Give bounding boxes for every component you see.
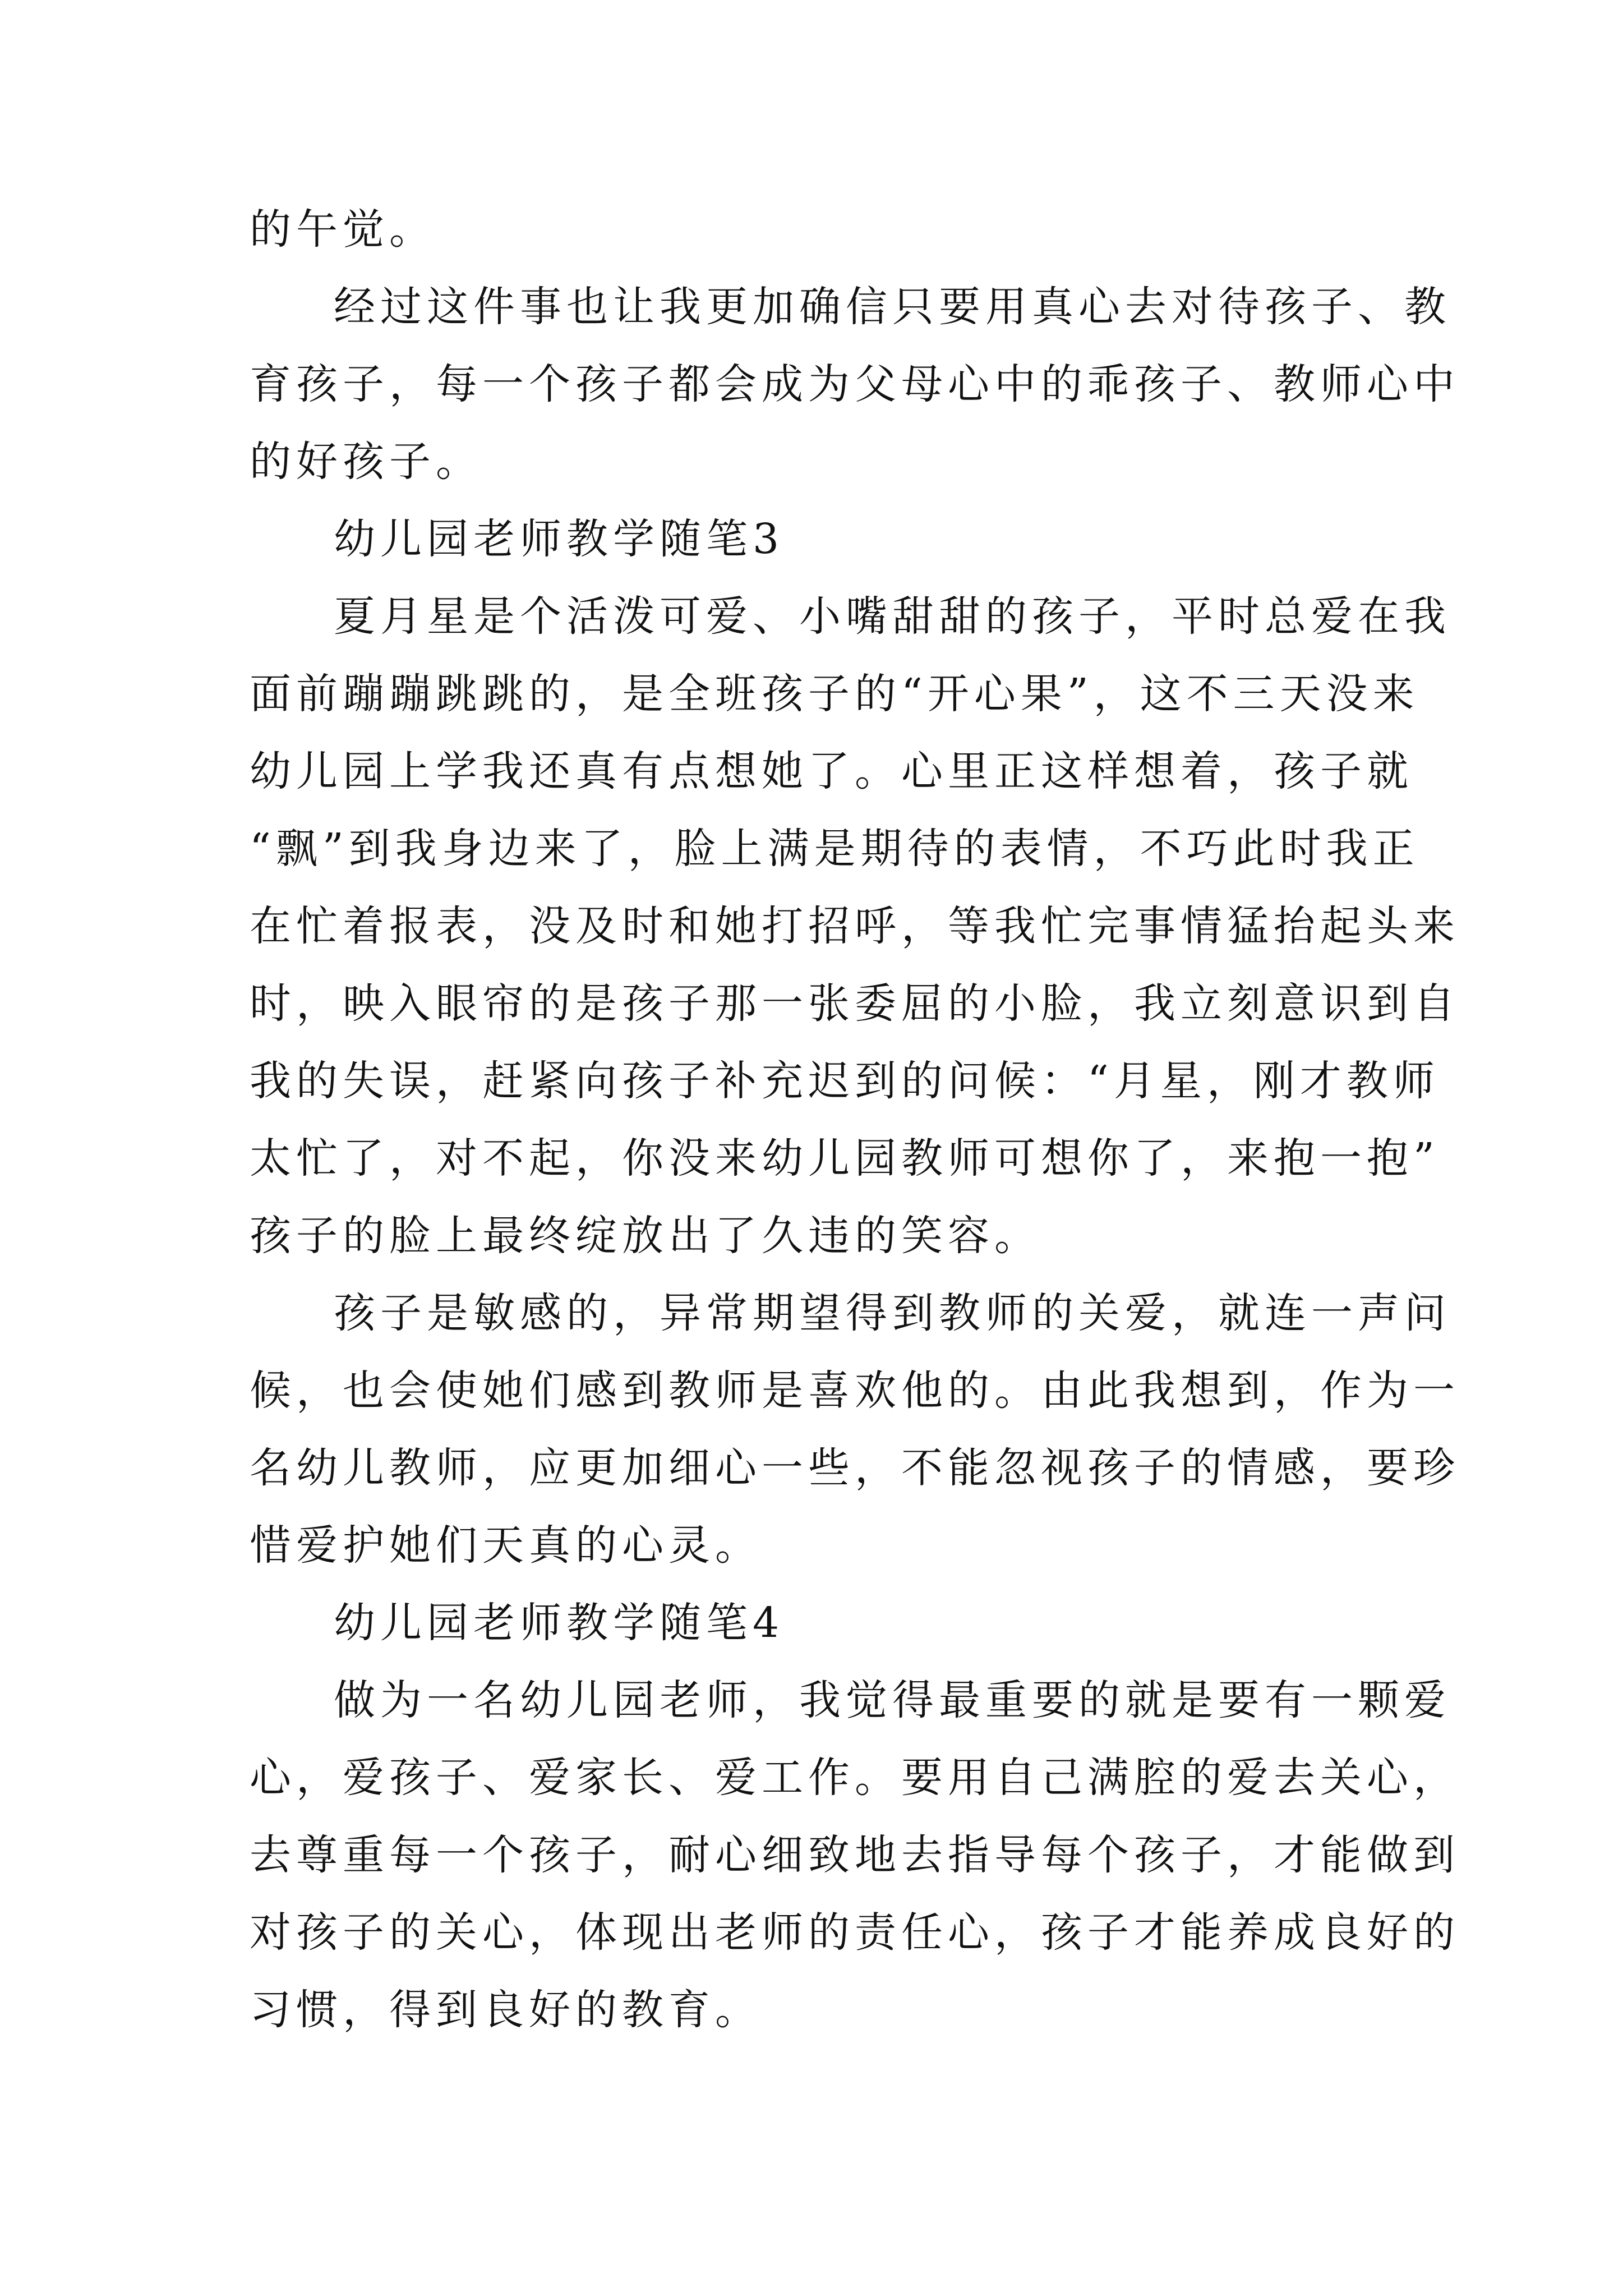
- heading-text: 幼儿园老师教学随笔3: [334, 515, 785, 563]
- text-line: 时，映入眼帘的是孩子那一张委屈的小脸，我立刻意识到自: [250, 979, 1460, 1028]
- text-line: 夏月星是个活泼可爱、小嘴甜甜的孩子，平时总爱在我: [334, 592, 1451, 641]
- paragraph-continuation: [250, 191, 1399, 268]
- text-line: 做为一名幼儿园老师，我觉得最重要的就是要有一颗爱: [334, 1676, 1451, 1724]
- text-line: “飘”到我身边来了，脸上满是期待的表情，不巧此时我正: [250, 825, 1419, 873]
- section-heading: [250, 500, 1399, 578]
- text-line: 惜爱护她们天真的心灵。: [250, 1521, 762, 1570]
- text-line: 幼儿园上学我还真有点想她了。心里正这样想着，孩子就: [250, 747, 1413, 795]
- text-line: 去尊重每一个孩子，耐心细致地去指导每个孩子，才能做到: [250, 1831, 1460, 1879]
- text-line: 经过这件事也让我更加确信只要用真心去对待孩子、教: [334, 283, 1451, 331]
- heading-text: 幼儿园老师教学随笔4: [334, 1599, 785, 1647]
- paragraph: [250, 268, 1460, 500]
- text-line: 育孩子，每一个孩子都会成为父母心中的乖孩子、教师心中: [250, 360, 1460, 408]
- text-line: 名幼儿教师，应更加细心一些，不能忽视孩子的情感，要珍: [250, 1444, 1460, 1492]
- text-line: 的午觉。: [250, 205, 436, 254]
- paragraph: [250, 1662, 1460, 2049]
- text-line: 太忙了，对不起，你没来幼儿园教师可想你了，来抱一抱”: [250, 1134, 1440, 1182]
- text-line: 我的失误，赶紧向孩子补充迟到的问候：“月星，刚才教师: [250, 1057, 1440, 1105]
- paragraph: [250, 1274, 1460, 1584]
- text-line: 面前蹦蹦跳跳的，是全班孩子的“开心果”，这不三天没来: [250, 670, 1419, 718]
- paragraph: [250, 578, 1460, 1274]
- text-line: 习惯，得到良好的教育。: [250, 1986, 762, 2034]
- text-line: 孩子是敏感的，异常期望得到教师的关爱，就连一声问: [334, 1289, 1451, 1337]
- text-line: 候，也会使她们感到教师是喜欢他的。由此我想到，作为一: [250, 1366, 1460, 1415]
- text-line: 心，爱孩子、爱家长、爱工作。要用自己满腔的爱去关心，: [250, 1754, 1460, 1802]
- text-line: 在忙着报表，没及时和她打招呼，等我忙完事情猛抬起头来: [250, 902, 1460, 950]
- text-line: 的好孩子。: [250, 438, 482, 486]
- text-line: 对孩子的关心，体现出老师的责任心，孩子才能养成良好的: [250, 1908, 1460, 1957]
- text-line: 孩子的脸上最终绽放出了久违的笑容。: [250, 1212, 1041, 1260]
- section-heading: [250, 1584, 1399, 1662]
- document-page: [250, 191, 1460, 2049]
